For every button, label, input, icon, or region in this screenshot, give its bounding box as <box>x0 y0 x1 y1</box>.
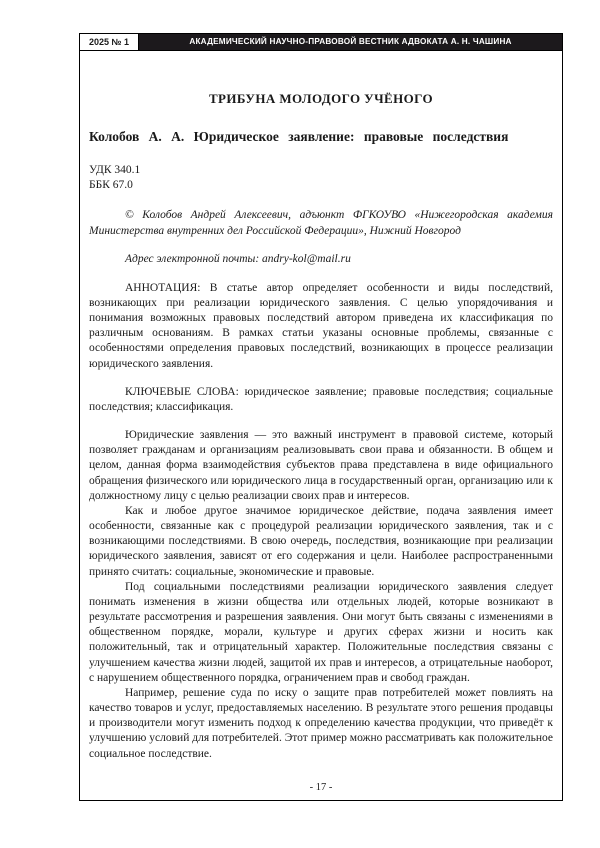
author-copyright: © Колобов Андрей Алексеевич, адъюнкт ФГКОУВО «Нижегородская академия Министерства внутренних дел Российской Федерации», Нижний Новгород <box>89 209 553 237</box>
bbk-code: ББК 67.0 <box>89 179 133 192</box>
body-paragraph: Под социальными последствиями реализации юридического заявления следует понимать изменения в жизни общества или отдельных людей, которые возникают в результате рассмотрения и разрешения заявления. Они могут быть связаны с изменениями в общественном порядке, морали, культуре и других сферах жизни и носить как положительный, так и отрицательный характер. Положительные последствия связаны с улучшением качества жизни людей, защитой их прав и интересов, а отрицательные наоборот, с нарушением общественного порядка, ограничением прав и свобод граждан. <box>89 580 553 684</box>
article-title: Колобов А. А. Юридическое заявление: правовые последствия <box>89 129 509 144</box>
abstract-paragraph: АННОТАЦИЯ: В статье автор определяет особенности и виды последствий, возникающих при реализации юридического заявления. С целью упорядочивания и понимания возможных правовых последствий автором приведена их классификация по различным основаниям. В рамках статьи указаны основные проблемы, связанные с особенностями определения правовых последствий, возникающих в процессе реализации юридического заявления. <box>89 281 553 370</box>
author-email: Адрес электронной почты: andry-kol@mail.ru <box>125 253 351 266</box>
page-number: - 17 - <box>309 782 333 793</box>
body-paragraph: Как и любое другое значимое юридическое действие, подача заявления имеет особенности, связанные как с процедурой реализации юридического заявления, так и с возникающими последствиями. В свою очередь, последствия, возникающие при реализации юридического заявления, зависят от его содержания и цели. Наиболее распространенными принято считать: социальные, экономические и правовые. <box>89 504 553 578</box>
journal-bar: АКАДЕМИЧЕСКИЙ НАУЧНО-ПРАВОВОЙ ВЕСТНИК АДВОКАТА А. Н. ЧАШИНА <box>139 34 562 50</box>
section-title: ТРИБУНА МОЛОДОГО УЧЁНОГО <box>208 91 434 106</box>
udk-code: УДК 340.1 <box>89 164 141 177</box>
page-frame <box>79 33 563 801</box>
issue-number: 2025 № 1 <box>80 34 139 50</box>
page-header <box>80 34 562 51</box>
body-paragraph: Например, решение суда по иску о защите прав потребителей может повлиять на качество товаров и услуг, предоставляемых населению. В результате этого решения продавцы и производители могут изменить подход к определению качества продукции, что приведёт к улучшению условий для потребителей. Этот пример можно рассматривать как положительное социальное последствие. <box>89 686 553 760</box>
keywords-paragraph: КЛЮЧЕВЫЕ СЛОВА: юридическое заявление; правовые последствия; социальные последствия; классификация. <box>89 385 553 413</box>
page-content <box>80 91 562 762</box>
body-paragraph: Юридические заявления — это важный инструмент в правовой системе, который позволяет гражданам и организациям реализовывать свои права и обязанности. В общем и целом, данная форма взаимодействия субъектов права представлена в виде официального обращения физического или юридического лица в государственный орган, организацию или к должностному лицу с целью реализации своих прав и интересов. <box>89 429 553 502</box>
